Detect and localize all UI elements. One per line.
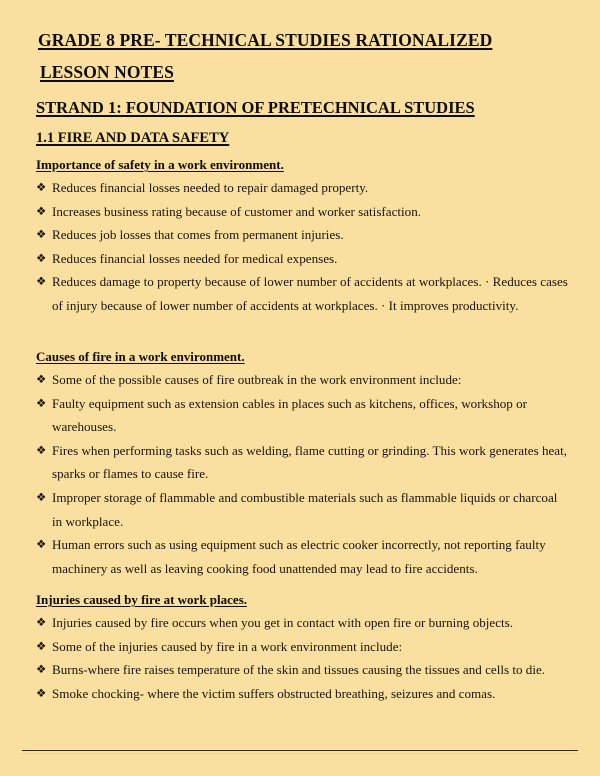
diamond-bullet-icon: ❖	[36, 250, 47, 265]
diamond-bullet-icon: ❖	[36, 489, 47, 504]
list-item-text: Reduces financial losses needed for medical expenses.	[52, 250, 338, 266]
list-item-text: Improper storage of flammable and combustible materials such as flammable liquids or charcoal in workplace.	[52, 489, 558, 529]
footer-divider	[22, 750, 578, 751]
list-item-text: Injuries caused by fire occurs when you get in contact with open fire or burning objects.	[52, 615, 514, 630]
subsection-importance-of-safety	[0, 158, 600, 318]
diamond-bullet-icon: ❖	[36, 203, 47, 218]
list-item	[0, 533, 600, 580]
list-item-text: Reduces job losses that comes from permanent injuries.	[52, 227, 344, 243]
list-item	[0, 635, 600, 659]
diamond-bullet-icon: ❖	[36, 537, 47, 552]
list-item-text: Human errors such as using equipment such as electric cooker incorrectly, not reporting faulty machinery as well as leaving cooking food unattended may lead to fire accidents.	[52, 537, 546, 576]
diamond-bullet-icon: ❖	[36, 638, 47, 653]
subsection-heading	[36, 593, 600, 606]
subsection-heading-text: Importance of safety in a work environment.	[36, 157, 284, 172]
diamond-bullet-icon: ❖	[36, 274, 47, 289]
subsection-causes-of-fire	[0, 350, 600, 580]
list-item	[0, 486, 600, 533]
list-item	[0, 223, 600, 247]
subsection-heading-text: Causes of fire in a work environment.	[36, 349, 245, 364]
document-title-line-2-text: LESSON NOTES	[40, 62, 174, 82]
list-item-text: Some of the injuries caused by fire in a work environment include:	[52, 638, 403, 654]
bullet-list	[0, 611, 600, 705]
list-item-text: Burns-where fire raises temperature of the skin and tissues causing the tissues and cells to die.	[52, 662, 546, 678]
document-title-line-1-text: GRADE 8 PRE- TECHNICAL STUDIES RATIONALIZED	[38, 30, 493, 50]
section-heading	[36, 131, 229, 146]
list-item	[0, 200, 600, 224]
strand-heading-text: STRAND 1: FOUNDATION OF PRETECHNICAL STUDIES	[36, 98, 475, 117]
subsection-heading	[36, 350, 600, 363]
list-item	[0, 270, 600, 317]
bullet-list	[0, 176, 600, 318]
list-item	[0, 658, 600, 682]
list-item	[0, 368, 600, 392]
subsection-injuries-caused-by-fire	[0, 593, 600, 705]
diamond-bullet-icon: ❖	[36, 662, 47, 677]
diamond-bullet-icon: ❖	[36, 395, 47, 410]
footer-divider-highlight	[22, 753, 578, 754]
subsection-heading	[36, 158, 600, 171]
list-item	[0, 176, 600, 200]
list-item-text: Reduces damage to property because of lower number of accidents at workplaces. · Reduces cases of injury because of lower number of accidents at workplaces. · It improves productivity.	[52, 274, 568, 313]
diamond-bullet-icon: ❖	[36, 227, 47, 242]
diamond-bullet-icon: ❖	[36, 442, 47, 457]
diamond-bullet-icon: ❖	[36, 685, 47, 700]
bullet-list	[0, 368, 600, 580]
list-item	[0, 611, 600, 635]
diamond-bullet-icon: ❖	[36, 372, 47, 386]
diamond-bullet-icon: ❖	[36, 180, 47, 194]
document-title-line-2	[40, 64, 174, 82]
list-item	[0, 247, 600, 271]
list-item-text: Some of the possible causes of fire outbreak in the work environment include:	[52, 372, 462, 387]
list-item	[0, 682, 600, 706]
list-item-text: Reduces financial losses needed to repair damaged property.	[52, 180, 369, 195]
list-item-text: Smoke chocking- where the victim suffers obstructed breathing, seizures and comas.	[52, 685, 496, 701]
section-heading-text: 1.1 FIRE AND DATA SAFETY	[36, 130, 230, 146]
strand-heading	[36, 100, 475, 117]
diamond-bullet-icon: ❖	[36, 615, 47, 629]
list-item-text: Fires when performing tasks such as welding, flame cutting or grinding. This work generates heat, sparks or flames to cause fire.	[52, 442, 568, 482]
document-title-line-1	[38, 32, 492, 50]
list-item	[0, 439, 600, 486]
list-item-text: Increases business rating because of customer and worker satisfaction.	[52, 203, 422, 219]
list-item	[0, 392, 600, 439]
subsection-heading-text: Injuries caused by fire at work places.	[36, 592, 248, 607]
list-item-text: Faulty equipment such as extension cables in places such as kitchens, offices, workshop or warehouses.	[52, 395, 528, 435]
